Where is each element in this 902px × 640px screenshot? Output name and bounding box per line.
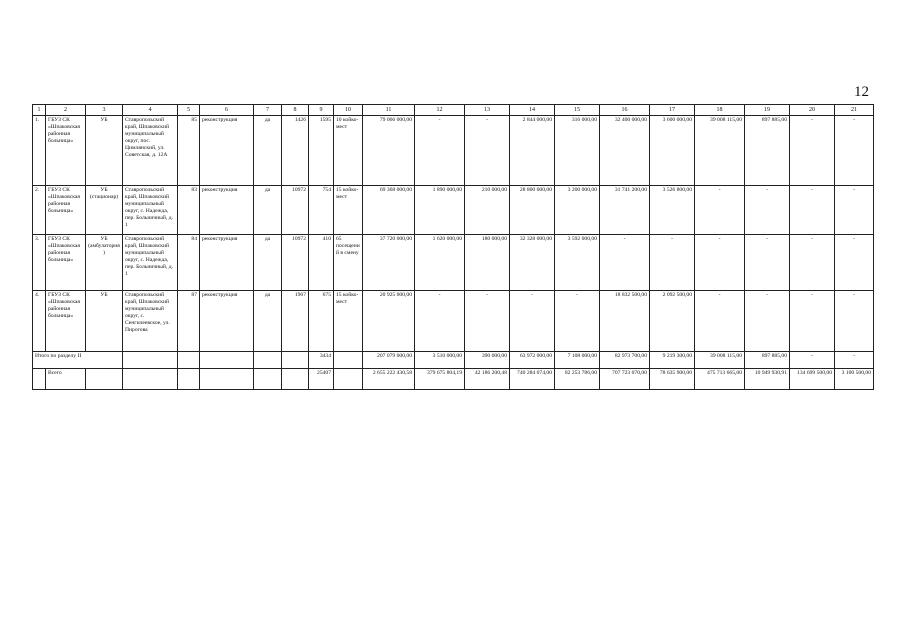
header-cell: 5 [178, 105, 200, 116]
grand-c20: 134 699 500,00 [790, 369, 835, 390]
capacity: 15 койко-мест [334, 291, 363, 352]
header-cell: 7 [254, 105, 282, 116]
code: 83 [178, 186, 200, 235]
amount-c19: - [745, 291, 790, 352]
amount-c13: - [465, 116, 510, 186]
empty-cell [254, 352, 282, 369]
institution: ГБУЗ СК «Шпаковская районная больница» [46, 116, 86, 186]
row-number: 1. [33, 116, 46, 186]
institution: ГБУЗ СК «Шпаковская районная больница» [46, 186, 86, 235]
work-type: реконструкция [200, 291, 254, 352]
grand-c13: 42 186 200,48 [465, 369, 510, 390]
amount-c18: - [695, 235, 745, 291]
header-cell: 19 [745, 105, 790, 116]
amount-c15: 3 592 000,00 [555, 235, 600, 291]
value-c9: 675 [309, 291, 334, 352]
header-row [33, 105, 874, 116]
empty-cell [200, 369, 254, 390]
header-cell: 15 [555, 105, 600, 116]
total-c21: - [835, 352, 874, 369]
empty-cell [178, 369, 200, 390]
total-c19: 897 885,00 [745, 352, 790, 369]
amount-c20: - [790, 235, 835, 291]
empty-cell [123, 369, 178, 390]
amount-c21: - [835, 186, 874, 235]
amount-c17: - [650, 235, 695, 291]
facility-type: УБ [86, 291, 123, 352]
header-cell: 1 [33, 105, 46, 116]
total-c11: 207 079 000,00 [363, 352, 415, 369]
flag: да [254, 186, 282, 235]
work-type: реконструкция [200, 235, 254, 291]
header-cell: 9 [309, 105, 334, 116]
header-cell: 6 [200, 105, 254, 116]
value-c8: 1426 [282, 116, 309, 186]
facility-type: УБ (амбулатория) [86, 235, 123, 291]
amount-c17: 3 600 000,00 [650, 116, 695, 186]
amount-c19: - [745, 186, 790, 235]
header-cell: 13 [465, 105, 510, 116]
amount-c14: 2 844 000,00 [510, 116, 555, 186]
value-c9: 754 [309, 186, 334, 235]
amount-c14: - [510, 291, 555, 352]
capacity: 15 койко-мест [334, 186, 363, 235]
code: 87 [178, 291, 200, 352]
grand-c11: 2 655 222 430,58 [363, 369, 415, 390]
amount-c15: 316 000,00 [555, 116, 600, 186]
amount-c15: 3 200 000,00 [555, 186, 600, 235]
header-cell: 3 [86, 105, 123, 116]
total-c15: 7 108 000,00 [555, 352, 600, 369]
empty-cell [282, 352, 309, 369]
amount-c16: - [600, 235, 650, 291]
header-cell: 4 [123, 105, 178, 116]
amount-c18: - [695, 291, 745, 352]
work-type: реконструкция [200, 186, 254, 235]
header-cell: 17 [650, 105, 695, 116]
flag: да [254, 235, 282, 291]
amount-c19: 897 885,00 [745, 116, 790, 186]
work-type: реконструкция [200, 116, 254, 186]
grand-c14: 740 284 074,00 [510, 369, 555, 390]
empty-cell [200, 352, 254, 369]
table-row [33, 235, 874, 291]
amount-c12: 1 890 000,00 [415, 186, 465, 235]
header-cell: 12 [415, 105, 465, 116]
empty-cell [178, 352, 200, 369]
empty-cell [123, 352, 178, 369]
amount-c13: 180 000,00 [465, 235, 510, 291]
header-cell: 11 [363, 105, 415, 116]
empty-cell [334, 369, 363, 390]
grand-c19: 10 949 930,91 [745, 369, 790, 390]
header-cell: 10 [334, 105, 363, 116]
total-c14: 63 972 000,00 [510, 352, 555, 369]
section-total-label: Итого по разделу II [33, 352, 123, 369]
capacity: 10 койко-мест [334, 116, 363, 186]
facility-type: УБ [86, 116, 123, 186]
amount-c15: - [555, 291, 600, 352]
grand-c16: 707 723 070,00 [600, 369, 650, 390]
total-c12: 3 510 000,00 [415, 352, 465, 369]
amount-c20: - [790, 116, 835, 186]
grand-total-row [33, 369, 874, 390]
amount-c14: 28 800 000,00 [510, 186, 555, 235]
total-c16: 82 973 700,00 [600, 352, 650, 369]
value-c9: 1595 [309, 116, 334, 186]
amount-c13: 210 000,00 [465, 186, 510, 235]
section-total-row [33, 352, 874, 369]
amount-c19: - [745, 235, 790, 291]
flag: да [254, 291, 282, 352]
table-row [33, 186, 874, 235]
institution: ГБУЗ СК «Шпаковская районная больница» [46, 291, 86, 352]
value-c8: 1967 [282, 291, 309, 352]
grand-c18: 475 713 665,00 [695, 369, 745, 390]
empty-cell [86, 369, 123, 390]
address: Ставропольский край, Шпаковский муниципальный округ, с. Надежда, пер. Больничный, д. 1 [123, 186, 178, 235]
grand-c21: 3 100 500,00 [835, 369, 874, 390]
capacity: 65 посещений в смену [334, 235, 363, 291]
address: Ставропольский край, Шпаковский муниципальный округ, с. Надежда, пер. Больничный, д. 1 [123, 235, 178, 291]
code: 84 [178, 235, 200, 291]
value-c8: 10972 [282, 235, 309, 291]
amount-c16: 18 832 500,00 [600, 291, 650, 352]
grand-c17: 78 635 900,00 [650, 369, 695, 390]
amount-c17: 3 526 800,00 [650, 186, 695, 235]
table-row [33, 291, 874, 352]
amount-c21: - [835, 235, 874, 291]
row-number: 4. [33, 291, 46, 352]
grand-c12: 379 675 804,19 [415, 369, 465, 390]
amount-c21: - [835, 291, 874, 352]
amount-c14: 32 328 000,00 [510, 235, 555, 291]
empty-cell [334, 352, 363, 369]
grand-c15: 82 253 786,00 [555, 369, 600, 390]
empty-cell [33, 369, 46, 390]
header-cell: 18 [695, 105, 745, 116]
header-cell: 2 [46, 105, 86, 116]
amount-c18: - [695, 186, 745, 235]
amount-c12: - [415, 291, 465, 352]
code: 85 [178, 116, 200, 186]
total-c20: - [790, 352, 835, 369]
empty-cell [282, 369, 309, 390]
value-c9: 410 [309, 235, 334, 291]
header-cell: 20 [790, 105, 835, 116]
amount-c18: 39 008 115,00 [695, 116, 745, 186]
header-cell: 14 [510, 105, 555, 116]
amount-c11: 79 066 000,00 [363, 116, 415, 186]
total-c17: 9 219 300,00 [650, 352, 695, 369]
value-c8: 10972 [282, 186, 309, 235]
header-cell: 21 [835, 105, 874, 116]
amount-c17: 2 092 500,00 [650, 291, 695, 352]
total-c13: 390 000,00 [465, 352, 510, 369]
total-c9: 3434 [309, 352, 334, 369]
amount-c16: 32 400 000,00 [600, 116, 650, 186]
row-number: 3. [33, 235, 46, 291]
amount-c12: 1 620 000,00 [415, 235, 465, 291]
address: Ставропольский край, Шпаковский муниципальный округ, с. Сенгилеевское, ул. Пирогова [123, 291, 178, 352]
amount-c11: 69 368 000,00 [363, 186, 415, 235]
amount-c12: - [415, 116, 465, 186]
amount-c21: - [835, 116, 874, 186]
grand-total-label: Всего [46, 369, 86, 390]
grand-c9: 25407 [309, 369, 334, 390]
page-number: 12 [854, 84, 869, 100]
row-number: 2. [33, 186, 46, 235]
header-cell: 16 [600, 105, 650, 116]
header-cell: 8 [282, 105, 309, 116]
total-c18: 39 008 115,00 [695, 352, 745, 369]
amount-c20: - [790, 291, 835, 352]
amount-c11: 20 925 000,00 [363, 291, 415, 352]
empty-cell [254, 369, 282, 390]
investment-table [32, 104, 874, 390]
amount-c16: 31 741 200,00 [600, 186, 650, 235]
amount-c20: - [790, 186, 835, 235]
institution: ГБУЗ СК «Шпаковская районная больница» [46, 235, 86, 291]
amount-c11: 37 720 000,00 [363, 235, 415, 291]
amount-c13: - [465, 291, 510, 352]
address: Ставропольский край, Шпаковский муниципальный округ, пос. Цимлянский, ул. Советская, д. 12А [123, 116, 178, 186]
table-row [33, 116, 874, 186]
facility-type: УБ (стационар) [86, 186, 123, 235]
flag: да [254, 116, 282, 186]
